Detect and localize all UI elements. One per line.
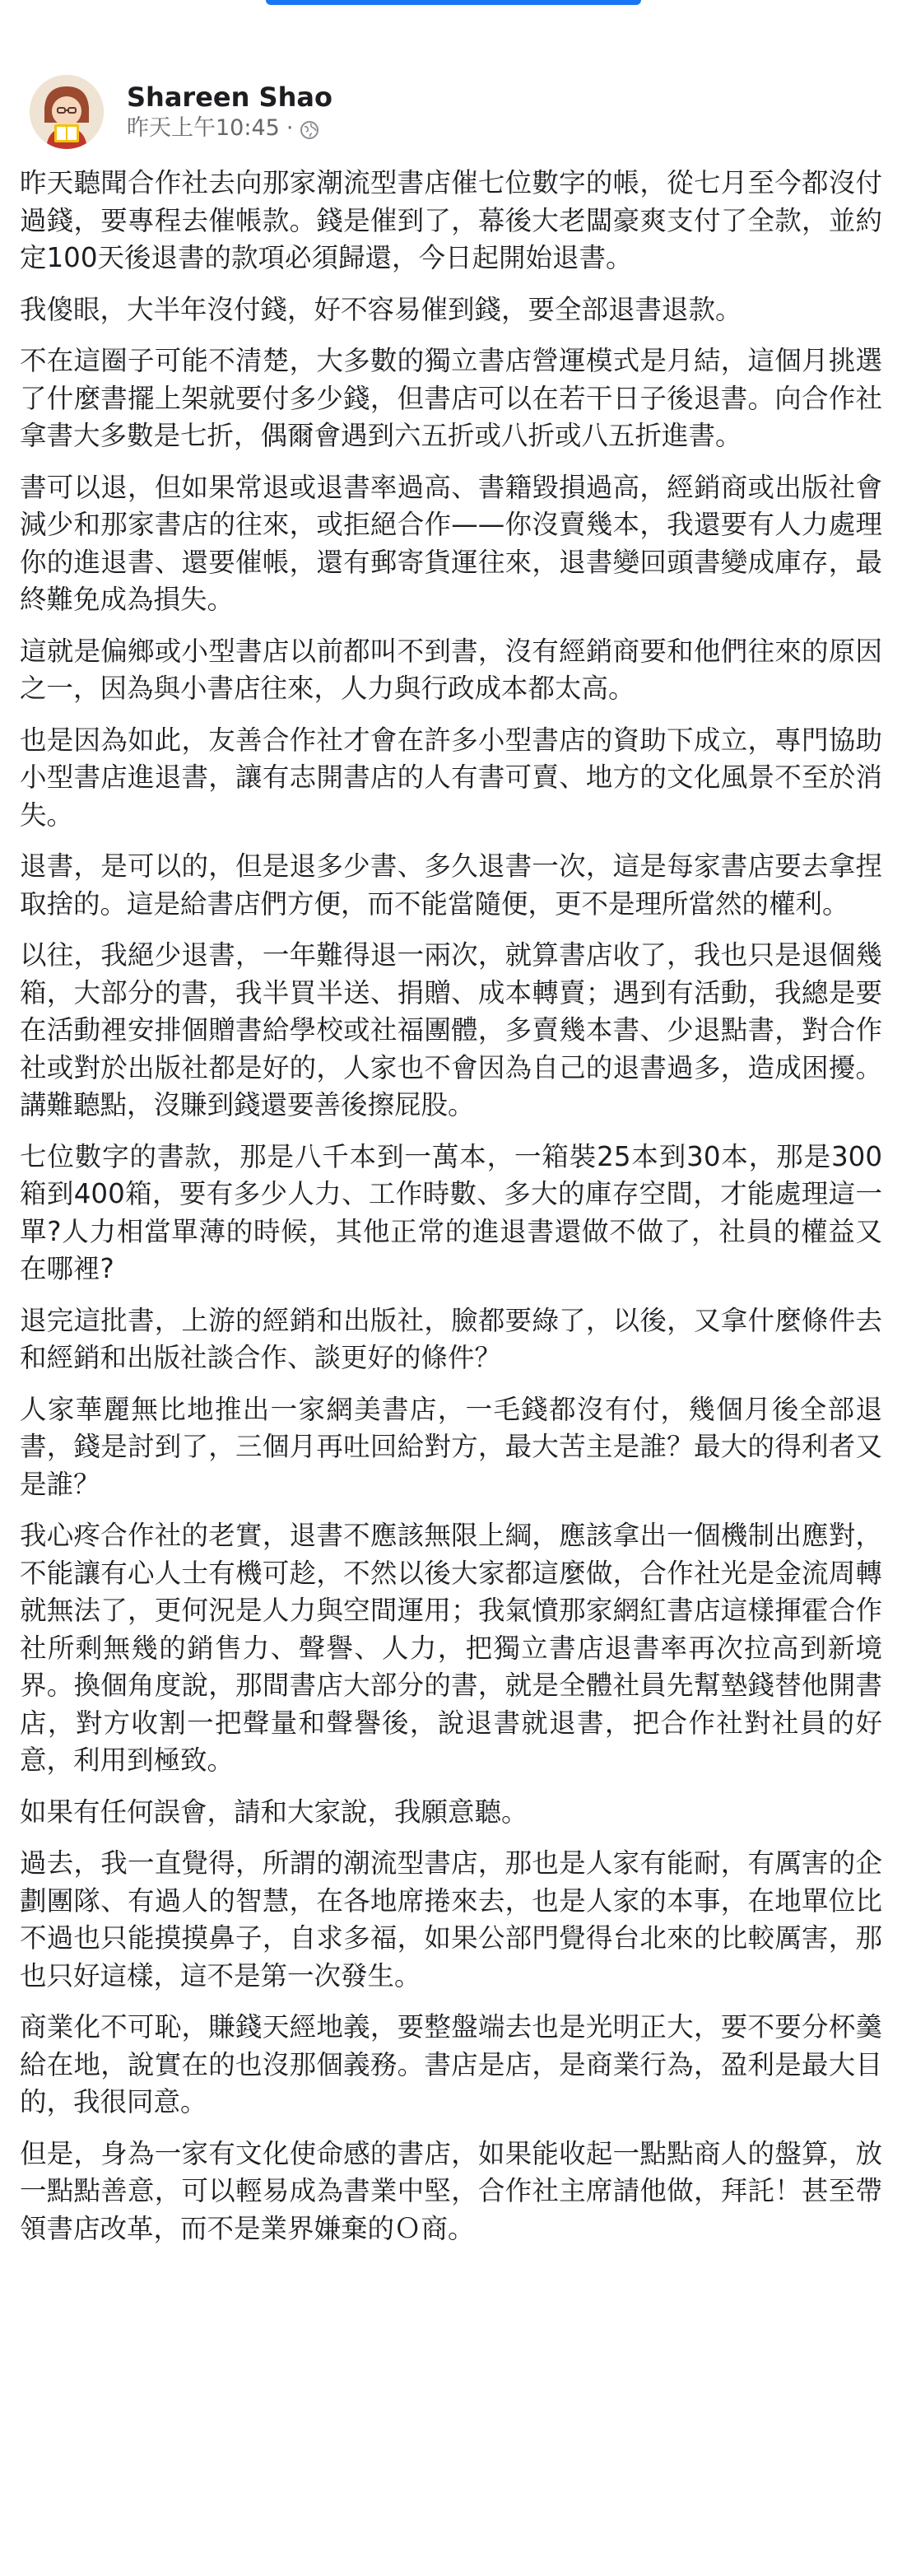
post-paragraph: 我心疼合作社的老實，退書不應該無限上綱，應該拿出一個機制出應對，不能讓有心人士有機可趁，不然以後大家都這麼做，合作社光是金流周轉就無法了，更何況是人力與空間運用；我氣憤那家網紅書店這樣揮霍合作社所剩無幾的銷售力、聲譽、人力，把獨立書店退書率再次拉高到新境界。換個角度說，那間書店大部分的書，就是全體社員先幫墊錢替他開書店，對方收割一把聲量和聲譽後，說退書就退書，把合作社對社員的好意，利用到極致。 (20, 1520, 882, 1776)
post-paragraph: 人家華麗無比地推出一家網美書店，一毛錢都沒有付，幾個月後全部退書，錢是討到了，三個月再吐回給對方，最大苦主是誰？最大的得利者又是誰？ (20, 1393, 882, 1500)
post-timeline (127, 114, 332, 143)
post-paragraph: 但是，身為一家有文化使命感的書店，如果能收起一點點商人的盤算，放一點點善意，可以輕易成為書業中堅，合作社主席請他做，拜託！甚至帶領書店改革，而不是業界嫌棄的Ｏ商。 (20, 2137, 882, 2244)
globe-icon[interactable] (300, 119, 319, 138)
post-paragraph: 這就是偏鄉或小型書店以前都叫不到書，沒有經銷商要和他們往來的原因之一，因為與小書店往來，人力與行政成本都太高。 (20, 635, 882, 704)
post-paragraph: 退書，是可以的，但是退多少書、多久退書一次，這是每家書店要去拿捏取捨的。這是給書店們方便，而不能當隨便，更不是理所當然的權利。 (20, 850, 882, 920)
post-paragraph: 過去，我一直覺得，所謂的潮流型書店，那也是人家有能耐，有厲害的企劃團隊、有過人的智慧，在各地席捲來去，也是人家的本事，在地單位比不過也只能摸摸鼻子，自求多福，如果公部門覺得台北來的比較厲害，那也只好這樣，這不是第一次發生。 (20, 1847, 882, 1991)
post-meta (127, 81, 332, 143)
post-paragraph: 以往，我絕少退書，一年難得退一兩次，就算書店收了，我也只是退個幾箱，大部分的書，我半買半送、捐贈、成本轉賣；遇到有活動，我總是要在活動裡安排個贈書給學校或社福團體，多賣幾本書、少退點書，對合作社或對於出版社都是好的，人家也不會因為自己的退書過多，造成困擾。講難聽點，沒賺到錢還要善後擦屁股。 (20, 939, 882, 1120)
post-paragraph: 退完這批書，上游的經銷和出版社，臉都要綠了，以後，又拿什麼條件去和經銷和出版社談合作、談更好的條件？ (20, 1304, 882, 1373)
post-paragraph: 七位數字的書款，那是八千本到一萬本，一箱裝25本到30本，那是300箱到400箱，要有多少人力、工作時數、多大的庫存空間，才能處理這一單?人力相當單薄的時候，其他正常的進退書還做不做了，社員的權益又在哪裡? (20, 1140, 882, 1284)
post-paragraph: 書可以退，但如果常退或退書率過高、書籍毀損過高，經銷商或出版社會減少和那家書店的往來，或拒絕合作——你沒賣幾本，我還要有人力處理你的進退書、還要催帳，還有郵寄貨運往來，退書變回頭書變成庫存，最終難免成為損失。 (20, 471, 882, 615)
post-body (20, 165, 882, 2262)
author-name[interactable]: Shareen Shao (127, 82, 332, 113)
post-timestamp[interactable]: 昨天上午10:45 (127, 115, 280, 141)
post-paragraph: 不在這圈子可能不清楚，大多數的獨立書店營運模式是月結，這個月挑選了什麼書擺上架就要付多少錢，但書店可以在若干日子後退書。向合作社拿書大多數是七折，偶爾會遇到六五折或八折或八五折進書。 (20, 345, 882, 451)
post-paragraph: 我傻眼，大半年沒付錢，好不容易催到錢，要全部退書退款。 (20, 293, 742, 325)
avatar[interactable] (30, 75, 104, 149)
post-paragraph: 商業化不可恥，賺錢天經地義，要整盤端去也是光明正大，要不要分杯羹給在地，說實在的也沒那個義務。書店是店，是商業行為，盈利是最大目的，我很同意。 (20, 2011, 882, 2117)
post-header (30, 71, 332, 153)
separator-dot: · (286, 115, 294, 141)
post-paragraph: 也是因為如此，友善合作社才會在許多小型書店的資助下成立，專門協助小型書店進退書，讓有志開書店的人有書可賣、地方的文化風景不至於消失。 (20, 724, 882, 831)
top-button-edge[interactable] (266, 0, 641, 5)
post-paragraph: 如果有任何誤會，請和大家說，我願意聽。 (20, 1796, 528, 1828)
post-paragraph: 昨天聽聞合作社去向那家潮流型書店催七位數字的帳，從七月至今都沒付過錢，要專程去催帳款。錢是催到了，幕後大老闆豪爽支付了全款，並約定100天後退書的款項必須歸還，今日起開始退書。 (20, 167, 882, 273)
avatar-illustration (30, 75, 104, 149)
